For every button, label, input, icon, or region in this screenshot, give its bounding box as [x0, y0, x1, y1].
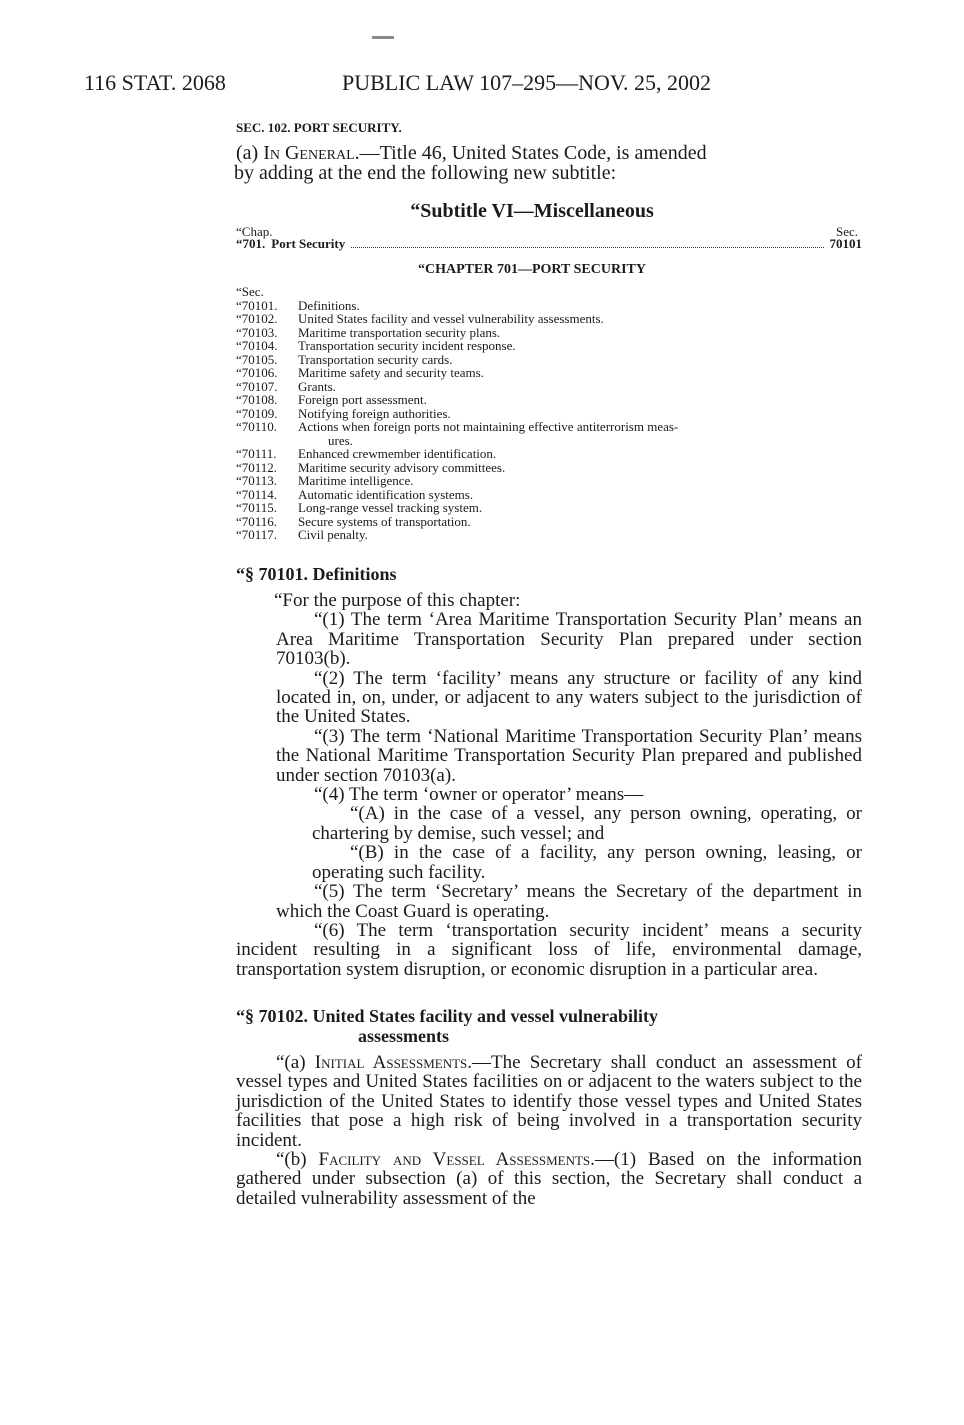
subtitle-title: “Subtitle VI—Miscellaneous: [410, 200, 654, 222]
toc-item-text: Secure systems of transportation.: [298, 513, 471, 529]
section-70102-title-line2: assessments: [358, 1026, 450, 1046]
toc-item: [236, 528, 862, 542]
definition-4: [236, 785, 862, 804]
table-of-contents: [236, 285, 862, 542]
toc-item-text: Actions when foreign ports not maintaining effective antiterrorism meas-: [298, 419, 679, 434]
toc-item: [236, 366, 862, 380]
toc-item-text: Civil penalty.: [298, 527, 368, 542]
toc-item-number: “70109.: [236, 405, 278, 421]
toc-item-number: “70103.: [236, 324, 278, 340]
definitions-intro: “For the purpose of this chapter:: [274, 590, 521, 611]
toc-item-text: Maritime transportation security plans.: [298, 324, 501, 340]
definition-6: [236, 921, 862, 979]
toc-item: [236, 326, 862, 340]
chapter-number: “701.: [236, 236, 266, 251]
toc-item-text: Long-range vessel tracking system.: [298, 500, 483, 515]
toc-item-number: “70114.: [236, 486, 278, 502]
toc-item-number: “70107.: [236, 378, 278, 394]
definition-4a-text: “(A) in the case of a vessel, any person owning, operating, or chartering by demise, such vessel; and: [312, 803, 862, 844]
toc-item-text: Notifying foreign authorities.: [298, 405, 451, 421]
scan-mark: [372, 36, 394, 39]
chapter-section-number: 70101: [829, 236, 862, 251]
definition-5: [236, 882, 862, 921]
definition-6-text: “(6) The term ‘transportation security incident’ means a security incident resulting in a significant loss of life, environmental damage, transportation system disruption, or economic disruption in a particular area.: [236, 919, 862, 980]
toc-item-number: “70102.: [236, 311, 278, 326]
subsection-facility-vessel-assessments: [236, 1150, 862, 1208]
subsection-a-line1: [236, 143, 862, 163]
definition-3: [236, 727, 862, 785]
section-70102-title-line1: “§ 70102. United States facility and vessel vulnerability: [236, 1006, 658, 1026]
toc-item-number: “70110.: [236, 419, 278, 434]
section-heading: SEC. 102. PORT SECURITY.: [236, 120, 402, 135]
toc-item: [236, 407, 862, 421]
definition-4-text: “(4) The term ‘owner or operator’ means—: [314, 784, 644, 806]
toc-item: [236, 299, 862, 313]
definition-1: [236, 610, 862, 668]
subsection-a-text-line2: by adding at the end the following new subtitle:: [234, 162, 617, 184]
toc-item-text: Grants.: [298, 378, 336, 394]
subsection-a-heading: In General: [263, 142, 355, 164]
toc-item: [236, 461, 862, 475]
definition-4b: [236, 843, 862, 882]
toc-item-text: Maritime safety and security teams.: [298, 365, 484, 380]
toc-item: [236, 474, 862, 488]
toc-item: [236, 353, 862, 367]
statute-page-number: 116 STAT. 2068: [84, 70, 226, 95]
toc-item-number: “70104.: [236, 338, 278, 353]
toc-item: [236, 393, 862, 407]
toc-item-text: Transportation security incident response.: [298, 338, 516, 353]
toc-item: [236, 501, 862, 515]
subsection-a-label: (a): [236, 142, 259, 164]
toc-item: [236, 312, 862, 326]
toc-item-number: “70117.: [236, 527, 278, 542]
toc-item-number: “70116.: [236, 513, 278, 529]
toc-item: [236, 380, 862, 394]
toc-item-number: “70111.: [236, 446, 277, 461]
toc-item-number: “70112.: [236, 459, 278, 475]
chap-column-label: “Chap.: [236, 224, 273, 239]
definition-3-text: “(3) The term ‘National Maritime Transportation Security Plan’ means the National Maritime Transportation Security Plan prepared and published under section 70103(a).: [276, 725, 862, 786]
toc-item-number: “70108.: [236, 392, 278, 407]
definition-2-text: “(2) The term ‘facility’ means any structure or facility of any kind located in, on, under, or adjacent to any waters subject to the jurisdiction of the United States.: [276, 667, 862, 728]
chapter-title: “CHAPTER 701—PORT SECURITY: [418, 262, 646, 277]
toc-item-number: “70113.: [236, 473, 278, 488]
toc-item-text: Enhanced crewmember identification.: [298, 446, 497, 461]
toc-item: [236, 339, 862, 353]
toc-item-text: Maritime intelligence.: [298, 473, 414, 488]
toc-item-text: Automatic identification systems.: [298, 486, 474, 502]
subsection-a-label: “(a): [276, 1052, 306, 1073]
toc-item-text: Foreign port assessment.: [298, 392, 427, 407]
toc-item: [236, 420, 862, 434]
toc-sec-label: “Sec.: [236, 284, 264, 299]
toc-item-number: “70105.: [236, 351, 278, 367]
toc-item-number: “70115.: [236, 500, 278, 515]
definition-4b-text: “(B) in the case of a facility, any person owning, leasing, or operating such facility.: [312, 842, 862, 883]
toc-item-number: “70106.: [236, 365, 278, 380]
subsection-a-text-line1: .—Title 46, United States Code, is amended: [354, 142, 707, 164]
toc-item-text: Transportation security cards.: [298, 351, 453, 367]
toc-item: [236, 488, 862, 502]
definition-5-text: “(5) The term ‘Secretary’ means the Secretary of the department in which the Coast Guard is operating.: [276, 881, 862, 922]
subsection-a-heading: Initial Assessments: [314, 1052, 468, 1073]
subsection-b-text: .—(1) Based on the information gathered under subsection (a) of this section, the Secretary shall conduct a detailed vulnerability assessment of the: [236, 1149, 862, 1209]
definition-1-text: “(1) The term ‘Area Maritime Transportation Security Plan’ means an Area Maritime Transportation Security Plan prepared under section 70103(b).: [276, 609, 862, 670]
section-70101-title: “§ 70101. Definitions: [236, 564, 397, 584]
leader-dots: [351, 247, 823, 248]
toc-item-number: “70101.: [236, 297, 278, 313]
toc-item-text: Definitions.: [298, 297, 360, 313]
toc-item-text: ures.: [328, 432, 353, 448]
subsection-a-text: .—The Secretary shall conduct an assessment of vessel types and United States facilities on or adjacent to the waters subject to the jurisdiction of the United States to identify those vessel types and United States facilities that pose a high risk of being involved in a transportation security incident.: [236, 1052, 862, 1151]
toc-item: [236, 515, 862, 529]
toc-item-text: Maritime security advisory committees.: [298, 459, 506, 475]
chapter-table-row: [236, 236, 862, 252]
definition-2: [236, 669, 862, 727]
section-70101-body: [236, 591, 862, 979]
subsection-initial-assessments: [236, 1053, 862, 1150]
subsection-b-label: “(b): [276, 1149, 307, 1171]
subsection-b-heading: Facility and Vessel Assessments: [318, 1149, 591, 1171]
toc-item: [236, 447, 862, 461]
toc-item-continuation: [236, 434, 862, 448]
definition-4a: [236, 804, 862, 843]
toc-item-number: [236, 434, 328, 448]
public-law-citation: PUBLIC LAW 107–295—NOV. 25, 2002: [342, 70, 711, 95]
toc-item-text: United States facility and vessel vulnerability assessments.: [298, 311, 604, 326]
sec-column-label: Sec.: [836, 224, 859, 239]
section-70102-body: [236, 1053, 862, 1208]
chapter-name: Port Security: [271, 236, 346, 251]
section-70102-title: [236, 1006, 862, 1046]
subsection-a-paragraph: [236, 143, 862, 183]
